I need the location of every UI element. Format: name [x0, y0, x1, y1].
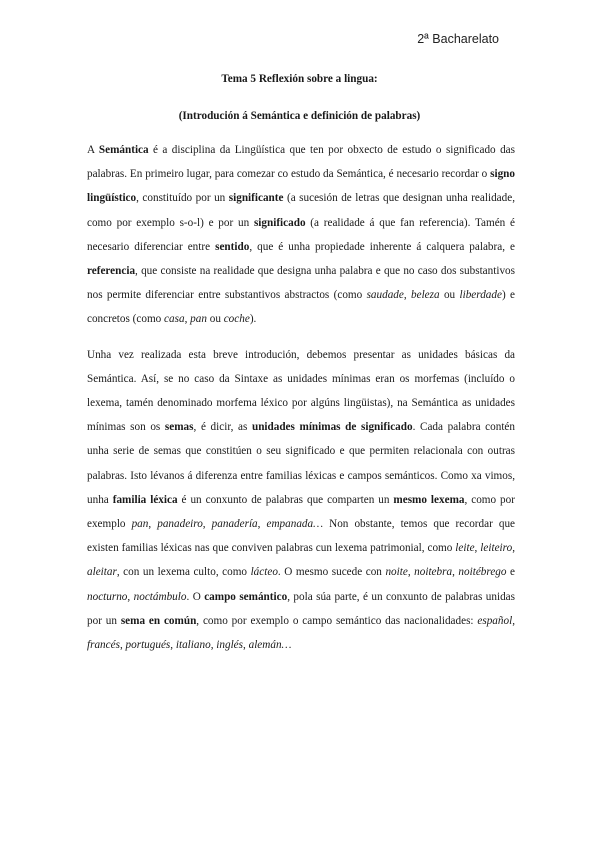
text-run: ,	[474, 542, 481, 555]
text-run: ,	[202, 518, 212, 531]
bold-term: mesmo lexema	[393, 493, 465, 506]
text-run: , como por exemplo o campo semántico das nacionalidades:	[196, 614, 478, 627]
text-run: ,	[243, 639, 249, 652]
bold-term: Semántica	[98, 144, 149, 156]
text-run: Non obstante, temos que recordar que existen familias léxicas nas que conviven palabras cun lexema patrimonial, como	[87, 518, 516, 555]
italic-example: aleitar	[87, 566, 117, 579]
text-run: é un conxunto de palabras que comparten un	[177, 493, 394, 506]
text-run: ,	[170, 639, 176, 652]
text-run: ,	[403, 289, 412, 302]
text-run: (a sucesión de letras que designan unha realidade, como por exemplo s-o-l) e por un	[87, 192, 515, 229]
text-run: é a disciplina da Lingüística que ten por obxecto de estudo o significado das palabras. En primeiro lugar, para comezar co estudo da Semántica, é necesario recordar o	[87, 144, 515, 181]
italic-example: liberdade	[459, 289, 502, 302]
text-run: ,	[148, 518, 158, 531]
title-block	[0, 71, 599, 124]
paragraph-1	[87, 138, 515, 332]
italic-example: saudade	[366, 289, 404, 302]
text-run: . O	[186, 590, 205, 603]
text-run: , como por exemplo	[87, 493, 515, 531]
text-run: . Cada palabra contén unha serie de semas que constitúen o seu significado e que permiten relacionala con outras palabras. Isto lévanos á diferenza entre familias léxicas e campos semánticos. Como xa vimos, unha	[87, 421, 515, 506]
italic-example: leiteiro	[480, 542, 513, 555]
italic-example: leite	[455, 542, 475, 555]
text-run: ).	[249, 313, 257, 326]
italic-example: nocturno	[87, 590, 128, 603]
italic-example: español	[477, 614, 513, 627]
italic-example: noitébrego	[458, 566, 507, 579]
bold-term: signo lingüístico	[87, 168, 515, 205]
text-run: ,	[119, 639, 126, 652]
text-run: , constituído por un	[136, 192, 229, 205]
bold-term: significante	[228, 192, 284, 205]
text-run: ,	[127, 590, 134, 603]
text-run: A	[87, 144, 99, 156]
italic-example: casa	[164, 313, 185, 326]
italic-example: alemán…	[248, 639, 292, 652]
italic-example: inglés	[216, 639, 244, 652]
paragraph-2	[87, 343, 515, 658]
italic-example: francés	[87, 639, 120, 652]
italic-example: beleza	[411, 289, 440, 302]
italic-example: empanada…	[266, 518, 324, 531]
bold-term: referencia	[87, 265, 136, 278]
italic-example: panadería	[211, 518, 258, 531]
italic-example: noitebra	[414, 566, 453, 579]
text-run: , que consiste na realidade que designa unha palabra e que no caso dos substantivos nos permite diferenciar entre substantivos abstractos (como	[87, 265, 515, 302]
text-run: ,	[512, 542, 515, 555]
text-run: . O mesmo sucede con	[277, 566, 386, 579]
bold-term: familia léxica	[112, 493, 178, 506]
bold-term: sentido	[215, 240, 250, 253]
italic-example: italiano	[175, 639, 211, 652]
bold-term: sema en común	[120, 614, 197, 627]
text-run: ,	[257, 518, 267, 531]
text-run: , con un lexema culto, como	[116, 566, 251, 579]
text-run: ,	[512, 614, 515, 627]
italic-example: noctámbulo	[133, 590, 187, 603]
text-run: , pola súa parte, é un conxunto de palabras unidas por un	[87, 590, 515, 627]
document-title: Tema 5 Reflexión sobre a lingua:	[221, 73, 378, 85]
text-run: ,	[184, 313, 191, 326]
text-run: ,	[407, 566, 415, 579]
course-header: 2ª Bacharelato	[417, 32, 499, 46]
italic-example: lácteo	[250, 566, 278, 579]
text-run: Unha vez realizada esta breve introdución, debemos presentar as unidades básicas da Semántica. Así, se no caso da Sintaxe as unidades mínimas eran os morfemas (incluído o lexema, tamén denominado morfema léxico por algúns lingüistas), na Semántica as unidades mínimas son os	[87, 348, 515, 434]
text-run: (a realidade á que fan referencia). Tamén é necesario diferenciar entre	[87, 216, 516, 253]
document-body	[87, 138, 515, 668]
text-run: ) e concretos (como	[87, 289, 516, 326]
text-run: ,	[210, 639, 217, 652]
bold-term: semas	[164, 421, 194, 434]
italic-example: panadeiro	[157, 518, 203, 531]
text-run: , é dicir, as	[193, 421, 252, 434]
text-run: , que é unha propiedade inherente á calquera palabra, e	[249, 240, 515, 253]
bold-term: campo semántico	[204, 590, 288, 603]
italic-example: coche	[223, 313, 250, 326]
italic-example: pan	[190, 313, 207, 326]
text-run: ou	[206, 313, 224, 326]
italic-example: pan	[131, 518, 149, 531]
text-run: e	[506, 566, 515, 579]
italic-example: noite	[385, 566, 408, 579]
document-subtitle: (Introdución á Semántica e definición de palabras)	[178, 110, 421, 122]
italic-example: portugués	[125, 639, 171, 652]
text-run: ,	[452, 566, 459, 579]
text-run: ou	[439, 289, 460, 302]
bold-term: unidades mínimas de significado	[251, 421, 413, 434]
bold-term: significado	[253, 216, 306, 229]
